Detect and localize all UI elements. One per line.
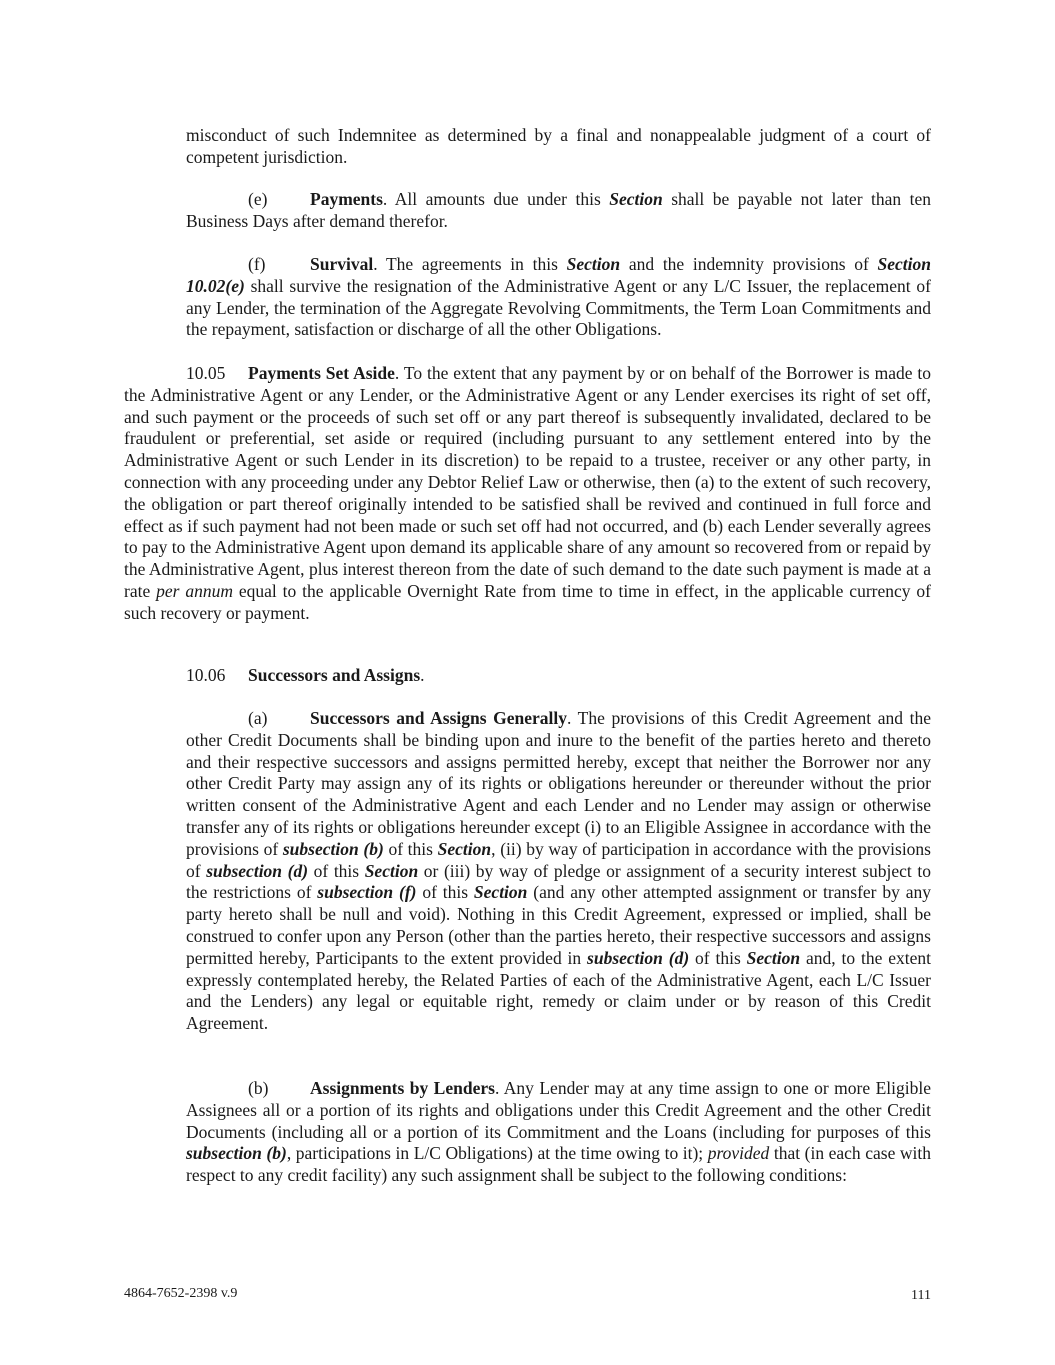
cross-reference: subsection (b) — [186, 1143, 287, 1164]
italic-term: per annum — [156, 580, 233, 601]
paragraph-b-assignments-by-lenders: (b) Assignments by Lenders. Any Lender may at any time assign to one or more Eligible Assignees all or a portion of its rights and obligations under this Credit Agreement and the other Credit Documents (including all or a portion of its Commitment and the Loans (including for purposes of this subsection (b), participations in L/C Obligations) at the time owing to it); provided that (in each case with respect to any credit facility) any such assignment shall be subject to the following conditions: — [186, 1078, 932, 1186]
cross-reference: subsection (f) — [317, 882, 417, 903]
cross-reference: Section — [566, 254, 621, 274]
cross-reference: subsection (b) — [282, 838, 384, 859]
paragraph-text: misconduct of such Indemnitee as determined by a final and nonappealable judgment of a court of competent jurisdiction. — [186, 125, 931, 167]
cross-reference: subsection (d) — [206, 860, 309, 881]
paragraph-continuation — [186, 125, 931, 169]
cross-reference: Section — [437, 838, 492, 859]
clause-heading: Survival — [310, 254, 374, 274]
clause-number: (b) — [248, 1078, 269, 1098]
clause-number: (f) — [248, 254, 266, 274]
clause-heading: Assignments by Lenders — [310, 1078, 495, 1098]
cross-reference: Section — [364, 860, 419, 881]
clause-heading: Payments — [310, 189, 383, 209]
clause-number: (a) — [248, 708, 268, 728]
paragraph-f-survival: (f) Survival. The agreements in this Section and the indemnity provisions of Section 10.02(e) shall survive the resignation of the Administrative Agent or any L/C Issuer, the replacement of any Lender, the termination of the Aggregate Revolving Commitments, the Term Loan Commitments and the repayment, satisfaction or discharge of all the other Obligations. — [186, 254, 932, 340]
section-10-05-payments-set-aside: 10.05 Payments Set Aside. To the extent that any payment by or on behalf of the Borrower is made to the Administrative Agent or any Lender, or the Administrative Agent or any Lender exercises its right of set off, and such payment or the proceeds of such set off or any part thereof is subsequently invalidated, declared to be fraudulent or preferential, set aside or required (including pursuant to any settlement entered into by the Administrative Agent or such Lender in its discretion) to be repaid to a trustee, receiver or any other party, in connection with any proceeding under any Debtor Relief Law or otherwise, then (a) to the extent of such recovery, the obligation or part thereof originally intended to be satisfied shall be revived and continued in full force and effect as if such payment had not been made or such set off had not occurred, and (b) each Lender severally agrees to pay to the Administrative Agent upon demand its applicable share of any amount so recovered from or repaid by the Administrative Agent, plus interest thereon from the date of such demand to the date such payment is made at a rate per annum equal to the applicable Overnight Rate from time to time in effect, in the applicable currency of such recovery or payment. — [124, 363, 932, 623]
section-heading: Successors and Assigns — [248, 665, 421, 685]
cross-reference: Section — [609, 189, 663, 209]
cross-reference: Section — [473, 882, 528, 903]
paragraph-a-successors-generally: (a) Successors and Assigns Generally. The provisions of this Credit Agreement and the other Credit Documents shall be binding upon and inure to the benefit of the parties hereto and thereto and their respective successors and assigns permitted hereby, except that neither the Borrower nor any other Credit Party may assign any of its rights or obligations hereunder or thereunder without the prior written consent of the Administrative Agent and each Lender and no Lender may assign or otherwise transfer any of its rights or obligations hereunder except (i) to an Eligible Assignee in accordance with the provisions of subsection (b) of this Section, (ii) by way of participation in accordance with the provisions of subsection (d) of this Section or (iii) by way of pledge or assignment of a security interest subject to the restrictions of subsection (f) of this Section (and any other attempted assignment or transfer by any party hereto shall be null and void). Nothing in this Credit Agreement, expressed or implied, shall be construed to confer upon any Person (other than the parties hereto, their respective successors and assigns permitted hereby, Participants to the extent provided in subsection (d) of this Section and, to the extent expressly contemplated hereby, the Related Parties of each of the Administrative Agent, each L/C Issuer and the Lenders) any legal or equitable right, remedy or claim under or by reason of this Credit Agreement. — [186, 708, 932, 1034]
page-number: 111 — [911, 1288, 931, 1303]
cross-reference: Section 10.02(e) — [186, 254, 932, 296]
clause-heading: Successors and Assigns Generally — [310, 708, 568, 728]
italic-term: provided — [707, 1143, 770, 1164]
clause-number: (e) — [248, 189, 268, 209]
section-number: 10.06 — [186, 665, 226, 685]
document-id: 4864-7652-2398 v.9 — [124, 1286, 238, 1301]
cross-reference: Section — [746, 947, 801, 968]
section-number: 10.05 — [186, 363, 226, 383]
cross-reference: subsection (d) — [587, 947, 690, 968]
section-heading: Payments Set Aside — [248, 363, 395, 383]
section-10-06-heading: 10.06 Successors and Assigns. — [186, 665, 425, 685]
paragraph-e-payments: (e) Payments. All amounts due under this Section shall be payable not later than ten Business Days after demand therefor. — [186, 189, 931, 231]
